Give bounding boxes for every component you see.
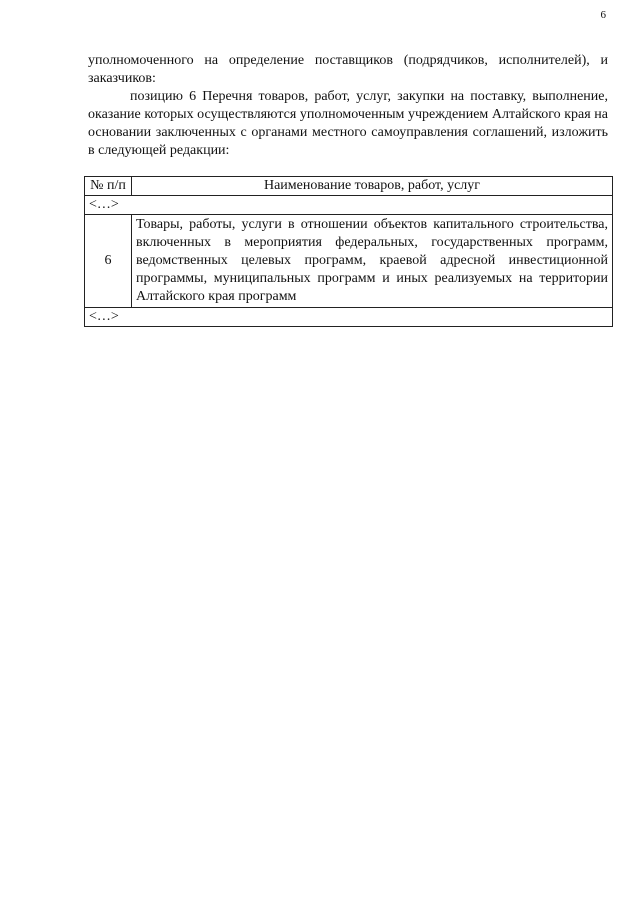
- row-description: Товары, работы, услуги в отношении объектов капитального строительства, включенных в мероприятия федеральных, государственных программ, ведомственных целевых программ, краевой адресной инвестиционной программы, муниципальных программ и иных реализуемых на территории Алтайского края программ: [132, 215, 613, 308]
- header-number: № п/п: [85, 177, 132, 196]
- table-row-ellipsis-top: [85, 196, 613, 215]
- ellipsis-bottom: <…>: [85, 308, 613, 327]
- ellipsis-top: <…>: [85, 196, 613, 215]
- row-number: 6: [85, 215, 132, 308]
- page-number: 6: [600, 9, 606, 21]
- table-row: [85, 215, 613, 308]
- paragraph-main: позицию 6 Перечня товаров, работ, услуг, закупки на поставку, выполнение, оказание которых осуществляются уполномоченным учреждением Алтайского края на основании заключенных с органами местного самоуправления соглашений, изложить в следующей редакции:: [88, 89, 608, 158]
- body-text: [88, 52, 608, 160]
- goods-table: [84, 176, 613, 327]
- paragraph-continuation: уполномоченного на определение поставщиков (подрядчиков, исполнителей), и заказчиков:: [88, 53, 608, 86]
- header-name: Наименование товаров, работ, услуг: [132, 177, 613, 196]
- table-header-row: [85, 177, 613, 196]
- table-row-ellipsis-bottom: [85, 308, 613, 327]
